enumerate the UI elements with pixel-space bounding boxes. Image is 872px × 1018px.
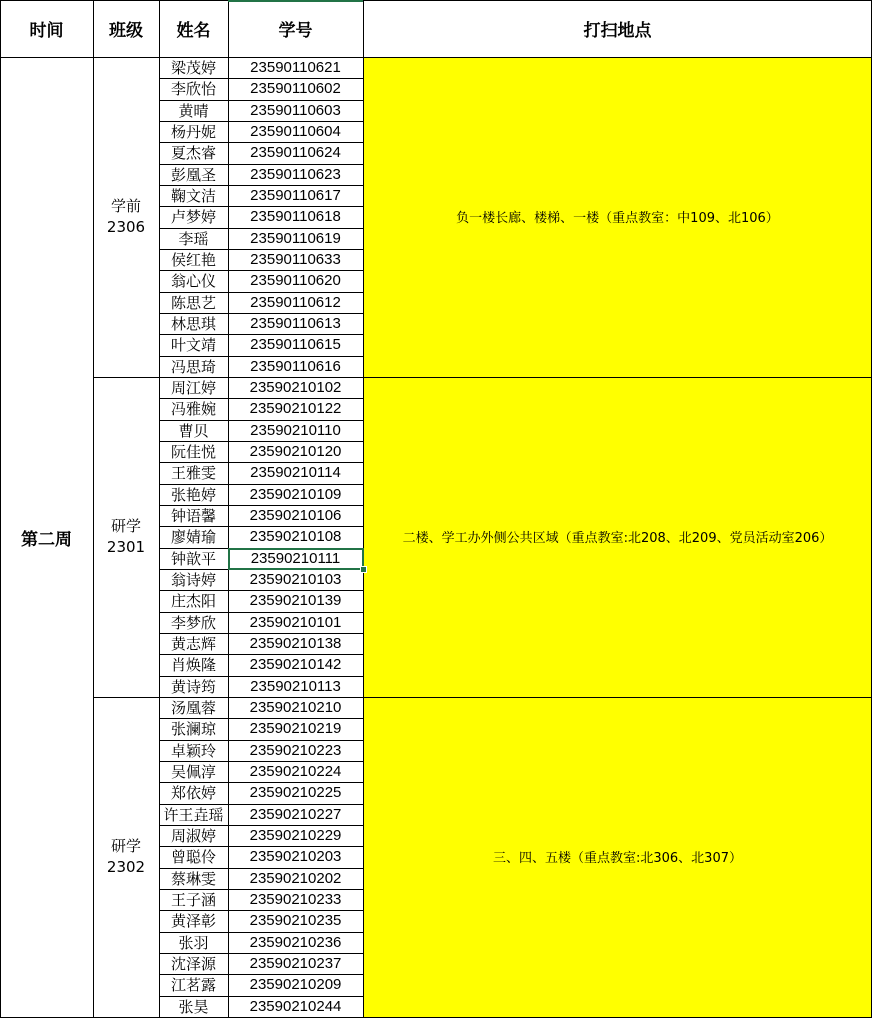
grid-line (159, 718, 363, 719)
class-name-line: 2306 (106, 217, 146, 236)
class-name-line: 研学2301 (106, 516, 146, 556)
grid-line (159, 953, 363, 954)
grid-line (159, 804, 363, 805)
student-name-cell[interactable]: 张艳婷 (170, 485, 216, 504)
grid-line (93, 377, 872, 378)
student-name-cell[interactable]: 钟歆平 (170, 549, 216, 568)
grid-line (159, 313, 363, 314)
student-id-cell[interactable]: 23590210229 (249, 827, 342, 845)
grid-line (159, 910, 363, 911)
student-name-cell[interactable]: 王雅雯 (170, 464, 216, 483)
student-id-cell[interactable]: 23590210102 (249, 379, 342, 397)
student-name-cell[interactable]: 蔡琳雯 (170, 869, 216, 888)
location-cell[interactable]: 负一楼长廊、楼梯、一楼（重点教室：中109、北106） (363, 57, 872, 377)
student-name-cell[interactable]: 翁心仪 (170, 272, 216, 291)
student-name-cell[interactable]: 曾聪伶 (170, 848, 216, 867)
fill-handle[interactable] (360, 566, 367, 573)
grid-line (159, 356, 363, 357)
grid-line (159, 654, 363, 655)
grid-line (159, 825, 363, 826)
student-id-cell[interactable]: 23590210244 (249, 997, 342, 1015)
student-name-cell[interactable]: 叶文靖 (170, 336, 216, 355)
grid-line (159, 612, 363, 613)
grid-line (228, 0, 229, 1018)
student-id-cell[interactable]: 23590210114 (250, 464, 341, 482)
student-id-cell[interactable]: 23590210138 (249, 635, 342, 653)
student-id-cell[interactable]: 23590210235 (249, 912, 342, 930)
student-id-cell[interactable]: 23590110615 (250, 336, 341, 354)
grid-line (159, 782, 363, 783)
student-name-cell[interactable]: 王子涵 (170, 891, 216, 910)
student-id-cell[interactable]: 23590210202 (249, 869, 342, 887)
grid-line (159, 868, 363, 869)
grid-line (159, 420, 363, 421)
student-name-cell[interactable]: 翁诗婷 (170, 571, 216, 590)
grid-line (159, 462, 363, 463)
student-id-cell[interactable]: 23590210233 (249, 891, 342, 909)
student-id-cell[interactable]: 23590110604 (250, 123, 341, 141)
student-id-cell[interactable]: 23590110613 (250, 315, 341, 333)
student-id-cell[interactable]: 23590210203 (249, 848, 342, 866)
student-name-cell[interactable]: 张澜琼 (170, 720, 216, 739)
grid-line (159, 334, 363, 335)
student-id-cell[interactable]: 23590210111 (250, 549, 341, 567)
location-cell[interactable]: 二楼、学工办外侧公共区域（重点教室:北208、北209、党员活动室206） (363, 377, 872, 697)
grid-line (159, 676, 363, 677)
class-name-line: 2302 (106, 857, 146, 876)
grid-line (159, 590, 363, 591)
grid-line (159, 633, 363, 634)
grid-line (159, 505, 363, 506)
grid-line (159, 441, 363, 442)
class-name-line: 研学 (110, 836, 141, 855)
grid-line (159, 142, 363, 143)
student-id-cell[interactable]: 23590110619 (250, 229, 341, 247)
student-id-cell[interactable]: 23590210237 (249, 955, 342, 973)
grid-line (159, 228, 363, 229)
student-name-cell[interactable]: 李欣怡 (170, 80, 216, 99)
student-id-cell[interactable]: 23590210113 (250, 677, 341, 695)
student-id-cell[interactable]: 23590210120 (249, 443, 342, 461)
student-name-cell[interactable]: 李瑶 (178, 229, 209, 248)
grid-line (159, 974, 363, 975)
grid-line (159, 484, 363, 485)
student-id-cell[interactable]: 23590210210 (249, 699, 342, 717)
student-id-cell[interactable]: 23590210209 (249, 976, 342, 994)
student-name-cell[interactable]: 许王垚瑶 (163, 805, 224, 824)
student-id-cell[interactable]: 23590210108 (249, 528, 342, 546)
student-name-cell[interactable]: 冯思琦 (170, 357, 216, 376)
grid-line (0, 0, 872, 1)
student-id-cell[interactable]: 23590210142 (249, 656, 342, 674)
student-id-cell[interactable]: 23590210101 (249, 613, 342, 631)
student-id-cell[interactable]: 23590110618 (250, 208, 341, 226)
student-name-cell[interactable]: 侯红艳 (170, 251, 216, 270)
student-name-cell[interactable]: 汤凰蓉 (170, 699, 216, 718)
class-cell[interactable] (93, 377, 159, 697)
grid-line (159, 996, 363, 997)
student-name-cell[interactable]: 黄诗筠 (170, 677, 216, 696)
student-name-cell[interactable]: 廖婧瑜 (170, 528, 216, 547)
student-name-cell[interactable]: 鞠文洁 (170, 187, 216, 206)
class-cell[interactable] (93, 697, 159, 1017)
student-id-cell[interactable]: 23590110621 (250, 59, 341, 77)
student-id-cell[interactable]: 23590210236 (249, 933, 342, 951)
student-name-cell[interactable]: 周江婷 (170, 379, 216, 398)
student-id-cell[interactable]: 23590210103 (249, 571, 342, 589)
header-name[interactable]: 姓名 (176, 21, 211, 41)
grid-line (159, 398, 363, 399)
student-name-cell[interactable]: 庄杰阳 (170, 592, 216, 611)
header-time[interactable]: 时间 (29, 21, 64, 41)
student-id-cell[interactable]: 23590210224 (249, 763, 342, 781)
grid-line (159, 100, 363, 101)
grid-line (93, 697, 872, 698)
student-name-cell[interactable]: 曹贝 (178, 421, 209, 440)
grid-line (159, 78, 363, 79)
location-cell[interactable]: 三、四、五楼（重点教室:北306、北307） (363, 697, 872, 1017)
header-student-id[interactable]: 学号 (278, 21, 313, 41)
student-name-cell[interactable]: 李梦欣 (170, 613, 216, 632)
student-id-cell[interactable]: 23590110624 (250, 144, 341, 162)
student-name-cell[interactable]: 杨丹妮 (170, 123, 216, 142)
student-name-cell[interactable]: 肖焕隆 (170, 656, 216, 675)
student-id-cell[interactable]: 23590210139 (249, 592, 342, 610)
student-name-cell[interactable]: 彭凰圣 (170, 165, 216, 184)
student-name-cell[interactable]: 郑依婷 (170, 784, 216, 803)
grid-line (159, 0, 160, 1018)
grid-line (159, 932, 363, 933)
header-location[interactable]: 打扫地点 (583, 21, 652, 41)
student-name-cell[interactable]: 阮佳悦 (170, 443, 216, 462)
student-id-cell[interactable]: 23590110603 (250, 101, 341, 119)
grid-line (159, 121, 363, 122)
class-name-line: 学前 (110, 196, 141, 215)
grid-line (159, 292, 363, 293)
grid-line (0, 57, 872, 58)
student-id-cell[interactable]: 23590110612 (250, 293, 341, 311)
week-label[interactable]: 第二周 (21, 530, 72, 550)
student-name-cell[interactable]: 沈泽源 (170, 955, 216, 974)
student-name-cell[interactable]: 张羽 (178, 933, 209, 952)
student-name-cell[interactable]: 周淑婷 (170, 827, 216, 846)
grid-line (159, 249, 363, 250)
student-name-cell[interactable]: 黄晴 (178, 101, 209, 120)
student-id-cell[interactable]: 23590210219 (249, 720, 342, 738)
header-class[interactable]: 班级 (109, 21, 143, 41)
student-name-cell[interactable]: 林思琪 (170, 315, 216, 334)
student-name-cell[interactable]: 张昊 (178, 997, 209, 1016)
grid-line (363, 0, 364, 1018)
grid-line (0, 0, 1, 1018)
grid-line (159, 846, 363, 847)
class-cell[interactable] (93, 57, 159, 377)
active-cell-selection[interactable] (228, 548, 364, 570)
student-name-cell[interactable]: 黄志辉 (170, 635, 216, 654)
student-id-cell[interactable]: 23590210110 (250, 421, 341, 439)
header-highlight-line (228, 0, 363, 2)
student-name-cell[interactable]: 陈思艺 (170, 293, 216, 312)
grid-line (159, 889, 363, 890)
student-name-cell[interactable]: 卢梦婷 (170, 208, 216, 227)
student-id-cell[interactable]: 23590110602 (250, 80, 341, 98)
grid-line (159, 761, 363, 762)
grid-line (159, 526, 363, 527)
student-id-cell[interactable]: 23590210223 (249, 741, 342, 759)
student-name-cell[interactable]: 江茗露 (170, 976, 216, 995)
student-id-cell[interactable]: 23590110616 (250, 357, 341, 375)
student-id-cell[interactable]: 23590110620 (250, 272, 341, 290)
student-name-cell[interactable]: 冯雅婉 (170, 400, 216, 419)
student-id-cell[interactable]: 23590210109 (249, 485, 342, 503)
student-id-cell[interactable]: 23590210106 (249, 507, 342, 525)
student-id-cell[interactable]: 23590110623 (250, 165, 341, 183)
grid-line (159, 740, 363, 741)
student-id-cell[interactable]: 23590210122 (249, 400, 342, 418)
student-name-cell[interactable]: 黄泽彰 (170, 912, 216, 931)
student-name-cell[interactable]: 梁茂婷 (170, 59, 216, 78)
student-id-cell[interactable]: 23590110617 (250, 187, 341, 205)
grid-line (159, 185, 363, 186)
student-name-cell[interactable]: 钟语馨 (170, 507, 216, 526)
student-id-cell[interactable]: 23590210227 (249, 805, 342, 823)
student-id-cell[interactable]: 23590210225 (249, 784, 342, 802)
student-id-cell[interactable]: 23590110633 (250, 251, 341, 269)
student-name-cell[interactable]: 卓颖玲 (170, 741, 216, 760)
grid-line (93, 0, 94, 1018)
grid-line (159, 206, 363, 207)
grid-line (159, 270, 363, 271)
student-name-cell[interactable]: 夏杰睿 (170, 144, 216, 163)
grid-line (159, 164, 363, 165)
student-name-cell[interactable]: 吴佩淳 (170, 763, 216, 782)
